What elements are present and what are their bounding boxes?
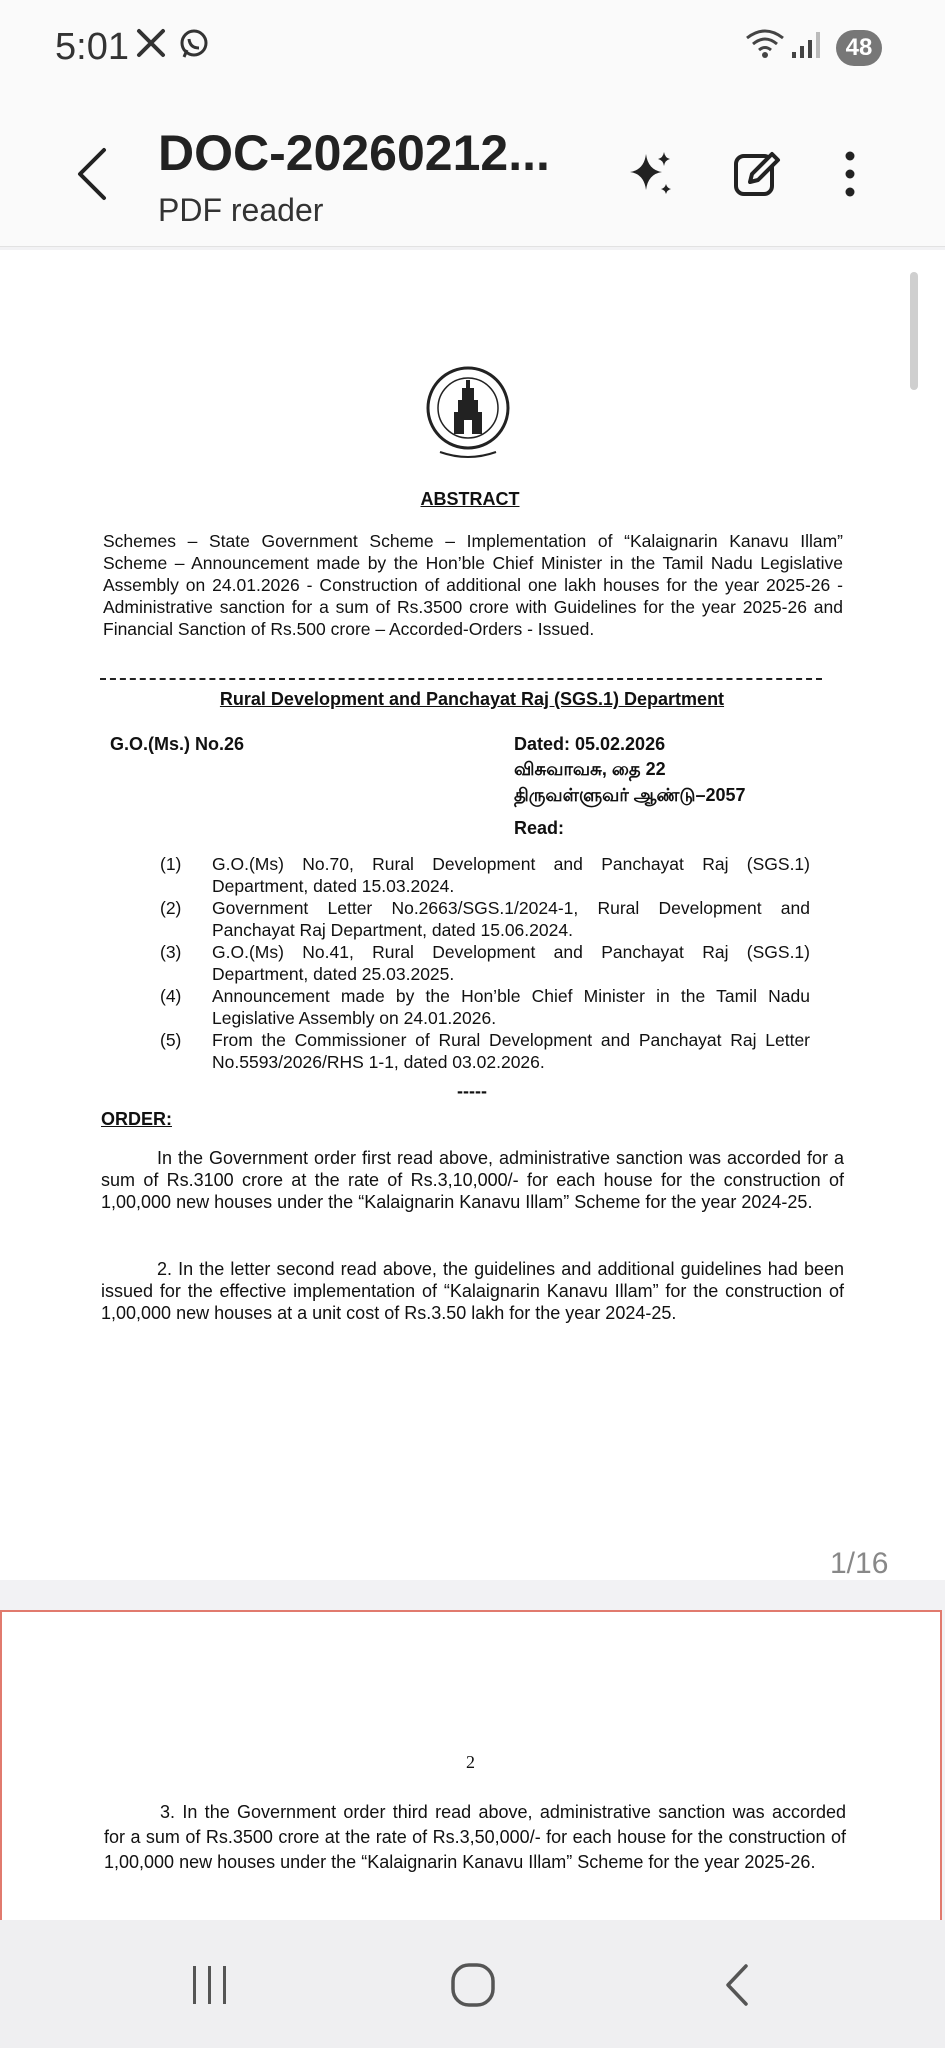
read-item-number: (4) — [160, 986, 182, 1006]
back-button[interactable] — [72, 144, 112, 204]
dashed-divider — [100, 678, 822, 680]
read-item-number: (3) — [160, 942, 182, 962]
ai-sparkle-button[interactable] — [624, 146, 680, 202]
nav-back-icon — [716, 1960, 760, 2010]
read-item-text: Announcement made by the Hon’ble Chief Minister in the Tamil Nadu Legislative Assembly on 24.01.2026. — [212, 986, 810, 1028]
home-icon — [448, 1958, 502, 2012]
battery-level: 48 — [836, 30, 882, 66]
separator: ----- — [457, 1081, 487, 1101]
list-item — [160, 1029, 810, 1073]
tamil-date: விசுவாவசு, தை 22 — [514, 759, 666, 779]
app-bar — [0, 100, 945, 247]
scrollbar-thumb[interactable] — [910, 272, 918, 390]
home-button[interactable] — [448, 1958, 502, 2012]
read-item-text: From the Commissioner of Rural Development and Panchayat Raj Letter No.5593/2026/RHS 1-1, dated 03.02.2026. — [212, 1030, 810, 1072]
signal-icon — [790, 28, 824, 69]
recent-apps-button[interactable] — [180, 1960, 240, 2010]
list-item — [160, 941, 810, 985]
tamil-nadu-emblem — [420, 362, 516, 462]
order-paragraph-3: 3. In the Government order third read above, administrative sanction was accorded for a sum of Rs.3500 crore at the rate of Rs.3,50,000/- for each house for the construction of 1,00,000 new houses under the “Kalaignarin Kanavu Illam” Scheme for the year 2025-26. — [104, 1802, 846, 1872]
read-references-list — [160, 853, 810, 1073]
order-label: ORDER: — [101, 1109, 172, 1129]
read-item-text: G.O.(Ms) No.70, Rural Development and Panchayat Raj (SGS.1) Department, dated 15.03.2024. — [212, 854, 810, 896]
department-name: Rural Development and Panchayat Raj (SGS.1) Department — [219, 689, 725, 709]
whatsapp-icon — [178, 28, 210, 69]
order-paragraph-2: 2. In the letter second read above, the guidelines and additional guidelines had been issued for the effective implementation of “Kalaignarin Kanavu Illam” for the construction of 1,00,000 new houses at a unit cost of Rs.3.50 lakh for the year 2024-25. — [101, 1259, 844, 1323]
edit-pencil-icon — [728, 146, 784, 202]
abstract-text: Schemes – State Government Scheme – Implementation of “Kalaignarin Kanavu Illam” Scheme – Announcement made by the Hon’ble Chief Minister in the Tamil Nadu Legislative Assembly on 24.01.2026 - Construction of additional one lakh houses for the year 2025-26 - Administrative sanction for a sum of Rs.3500 crore with Guidelines for the year 2025-26 and Financial Sanction of Rs.500 crore – Accorded-Orders - Issued. — [103, 531, 843, 639]
go-number: G.O.(Ms.) No.26 — [110, 734, 245, 754]
document-title: DOC-20260212... — [158, 125, 550, 181]
read-item-text: G.O.(Ms) No.41, Rural Development and Panchayat Raj (SGS.1) Department, dated 25.03.2025. — [212, 942, 810, 984]
nav-back-button[interactable] — [716, 1960, 760, 2010]
read-item-number: (2) — [160, 898, 182, 918]
wifi-icon — [745, 28, 785, 69]
abstract-heading: ABSTRACT — [420, 489, 520, 509]
edit-button[interactable] — [728, 146, 784, 202]
back-arrow-icon — [72, 144, 112, 204]
tamil-year: திருவள்ளுவர் ஆண்டு–2057 — [514, 785, 746, 805]
order-paragraph-1: In the Government order first read above, administrative sanction was accorded for a sum of Rs.3100 crore at the rate of Rs.3,10,000/- for each house for the construction of 1,00,000 new houses under the “Kalaignarin Kanavu Illam” Scheme for the year 2024-25. — [101, 1148, 844, 1212]
read-item-number: (1) — [160, 854, 182, 874]
read-item-text: Government Letter No.2663/SGS.1/2024-1, Rural Development and Panchayat Raj Department, dated 15.06.2024. — [212, 898, 810, 940]
list-item — [160, 853, 810, 897]
page-2-number: 2 — [466, 1752, 475, 1772]
read-label: Read: — [514, 818, 565, 838]
page-indicator: 1/16 — [830, 1547, 889, 1580]
dated: Dated: 05.02.2026 — [514, 734, 666, 754]
recent-apps-icon — [180, 1960, 240, 2010]
list-item — [160, 897, 810, 941]
more-vert-icon — [830, 146, 870, 202]
more-options-button[interactable] — [830, 146, 870, 202]
navigation-bar — [0, 1920, 945, 2048]
x-app-icon — [136, 28, 166, 67]
status-bar — [0, 0, 945, 100]
list-item — [160, 985, 810, 1029]
status-time: 5:01 — [55, 26, 129, 68]
read-item-number: (5) — [160, 1030, 182, 1050]
app-subtitle: PDF reader — [158, 192, 324, 228]
sparkle-icon — [624, 146, 680, 202]
